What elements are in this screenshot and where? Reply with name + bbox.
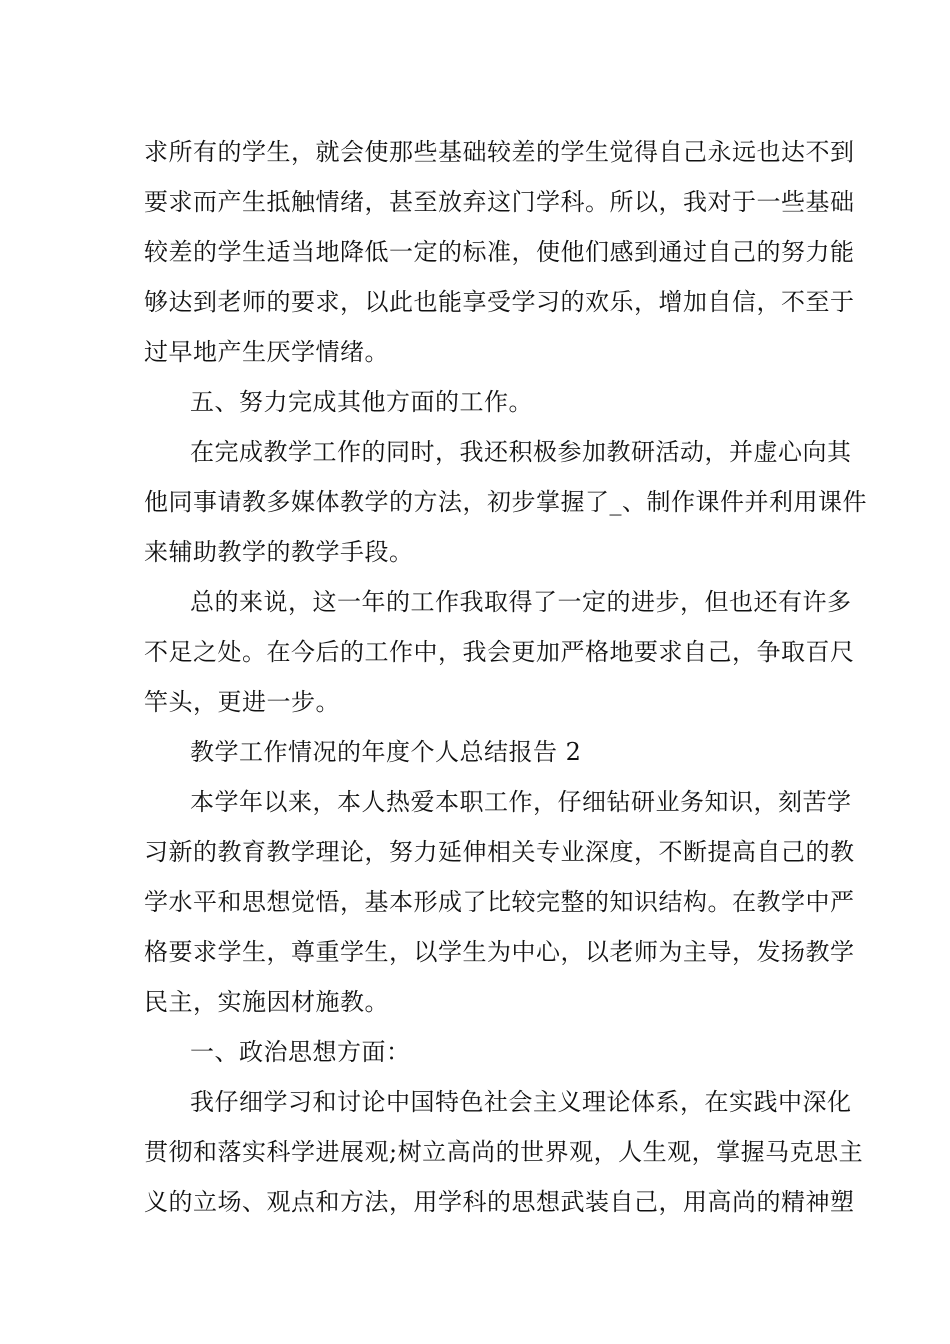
text-line: 不足之处。在今后的工作中，我会更加严格地要求自己，争取百尺 <box>144 638 855 666</box>
report-title: 教学工作情况的年度个人总结报告 2 <box>190 738 582 766</box>
text-line: 较差的学生适当地降低一定的标准，使他们感到通过自己的努力能 <box>144 238 855 266</box>
text-line: 求所有的学生，就会使那些基础较差的学生觉得自己永远也达不到 <box>144 138 855 166</box>
text-line: 够达到老师的要求，以此也能享受学习的欢乐，增加自信，不至于 <box>144 288 855 316</box>
text-line: 义的立场、观点和方法，用学科的思想武装自己，用高尚的精神塑 <box>144 1188 855 1216</box>
text-line: 本学年以来，本人热爱本职工作，仔细钻研业务知识，刻苦学 <box>190 788 852 816</box>
text-line: 我仔细学习和讨论中国特色社会主义理论体系，在实践中深化 <box>190 1088 852 1116</box>
text-line: 过早地产生厌学情绪。 <box>144 338 389 366</box>
text-line: 贯彻和落实科学进展观;树立高尚的世界观，人生观，掌握马克思主 <box>144 1138 864 1166</box>
text-line: 习新的教育教学理论，努力延伸相关专业深度，不断提高自己的教 <box>144 838 855 866</box>
text-line: 总的来说，这一年的工作我取得了一定的进步，但也还有许多 <box>190 588 852 616</box>
section-heading: 五、努力完成其他方面的工作。 <box>190 388 533 416</box>
text-line: 来辅助教学的教学手段。 <box>144 538 414 566</box>
text-line: 学水平和思想觉悟，基本形成了比较完整的知识结构。在教学中严 <box>144 888 855 916</box>
text-line: 要求而产生抵触情绪，甚至放弃这门学科。所以，我对于一些基础 <box>144 188 855 216</box>
text-line: 竿头，更进一步。 <box>144 688 340 716</box>
text-line: 他同事请教多媒体教学的方法，初步掌握了_、制作课件并利用课件 <box>144 488 867 516</box>
text-line: 民主，实施因材施教。 <box>144 988 389 1016</box>
section-heading: 一、政治思想方面： <box>190 1038 411 1066</box>
text-line: 格要求学生，尊重学生，以学生为中心，以老师为主导，发扬教学 <box>144 938 855 966</box>
text-line: 在完成教学工作的同时，我还积极参加教研活动，并虚心向其 <box>190 438 852 466</box>
